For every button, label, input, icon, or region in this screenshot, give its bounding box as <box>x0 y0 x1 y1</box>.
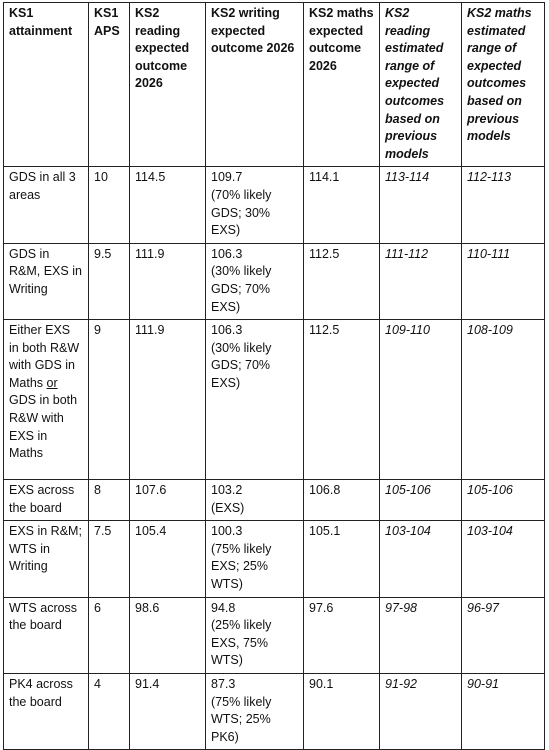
writing-note: (25% likely EXS, 75% WTS) <box>211 618 272 668</box>
attainment-or: or <box>46 375 58 390</box>
cell-maths: 97.6 <box>304 597 380 673</box>
cell-reading: 114.5 <box>130 167 206 243</box>
table-row <box>4 480 545 521</box>
cell-reading-range: 105-106 <box>380 480 462 521</box>
cell-maths: 90.1 <box>304 674 380 750</box>
writing-score: 103.2 <box>211 483 243 498</box>
cell-maths: 114.1 <box>304 167 380 243</box>
cell-reading: 98.6 <box>130 597 206 673</box>
cell-reading-range: 97-98 <box>380 597 462 673</box>
header-ks1-aps: KS1 APS <box>89 3 130 167</box>
writing-note: (75% likely WTS; 25% PK6) <box>211 694 272 744</box>
cell-attainment: EXS across the board <box>4 480 89 521</box>
cell-writing <box>206 521 304 597</box>
header-row <box>4 3 545 167</box>
writing-score: 87.3 <box>211 677 236 692</box>
cell-reading-range: 109-110 <box>380 320 462 480</box>
header-ks2-reading: KS2 reading expected outcome 2026 <box>130 3 206 167</box>
header-maths-range: KS2 maths estimated range of expected outcomes based on previous models <box>462 3 545 167</box>
table-row <box>4 320 545 480</box>
header-ks1-attainment: KS1 attainment <box>4 3 89 167</box>
cell-aps: 10 <box>89 167 130 243</box>
attainment-part-b: GDS in both R&W with EXS in Maths <box>9 393 78 461</box>
writing-note: (EXS) <box>211 500 245 515</box>
cell-maths: 105.1 <box>304 521 380 597</box>
cell-maths-range: 96-97 <box>462 597 545 673</box>
writing-note: (70% likely GDS; 30% EXS) <box>211 187 272 238</box>
table-row <box>4 674 545 750</box>
cell-writing <box>206 243 304 319</box>
cell-reading: 111.9 <box>130 243 206 319</box>
cell-attainment: EXS in R&M; WTS in Writing <box>4 521 89 597</box>
writing-score: 94.8 <box>211 600 236 615</box>
cell-maths: 106.8 <box>304 480 380 521</box>
writing-score: 106.3 <box>211 246 243 261</box>
writing-score: 109.7 <box>211 170 243 185</box>
cell-maths-range: 90-91 <box>462 674 545 750</box>
writing-score: 100.3 <box>211 524 243 539</box>
writing-note: (30% likely GDS; 70% EXS) <box>211 340 272 390</box>
cell-reading: 105.4 <box>130 521 206 597</box>
header-ks2-maths: KS2 maths expected outcome 2026 <box>304 3 380 167</box>
cell-reading-range: 91-92 <box>380 674 462 750</box>
cell-reading-range: 113-114 <box>380 167 462 243</box>
attainment-part-a: Either EXS in both R&W with GDS in Maths <box>9 323 80 390</box>
cell-writing <box>206 320 304 480</box>
cell-writing <box>206 167 304 243</box>
table-row <box>4 521 545 597</box>
table-row <box>4 167 545 243</box>
cell-maths-range: 103-104 <box>462 521 545 597</box>
cell-attainment: GDS in all 3 areas <box>4 167 89 243</box>
cell-maths: 112.5 <box>304 243 380 319</box>
cell-maths-range: 108-109 <box>462 320 545 480</box>
cell-reading-range: 103-104 <box>380 521 462 597</box>
cell-attainment: PK4 across the board <box>4 674 89 750</box>
outcomes-table <box>3 2 545 750</box>
cell-aps: 9 <box>89 320 130 480</box>
cell-aps: 8 <box>89 480 130 521</box>
cell-maths-range: 112-113 <box>462 167 545 243</box>
table-row <box>4 243 545 319</box>
table-row <box>4 597 545 673</box>
cell-reading-range: 111-112 <box>380 243 462 319</box>
cell-attainment: WTS across the board <box>4 597 89 673</box>
cell-aps: 7.5 <box>89 521 130 597</box>
cell-writing <box>206 597 304 673</box>
cell-attainment: GDS in R&M, EXS in Writing <box>4 243 89 319</box>
cell-writing <box>206 480 304 521</box>
cell-aps: 6 <box>89 597 130 673</box>
cell-maths: 112.5 <box>304 320 380 480</box>
cell-aps: 9.5 <box>89 243 130 319</box>
cell-reading: 107.6 <box>130 480 206 521</box>
cell-attainment <box>4 320 89 480</box>
cell-maths-range: 110-111 <box>462 243 545 319</box>
header-ks2-writing: KS2 writing expected outcome 2026 <box>206 3 304 167</box>
header-reading-range: KS2 reading estimated range of expected outcomes based on previous models <box>380 3 462 167</box>
cell-aps: 4 <box>89 674 130 750</box>
writing-note: (75% likely EXS; 25% WTS) <box>211 541 272 592</box>
cell-writing <box>206 674 304 750</box>
cell-reading: 111.9 <box>130 320 206 480</box>
writing-score: 106.3 <box>211 323 243 338</box>
cell-reading: 91.4 <box>130 674 206 750</box>
cell-maths-range: 105-106 <box>462 480 545 521</box>
writing-note: (30% likely GDS; 70% EXS) <box>211 264 272 314</box>
